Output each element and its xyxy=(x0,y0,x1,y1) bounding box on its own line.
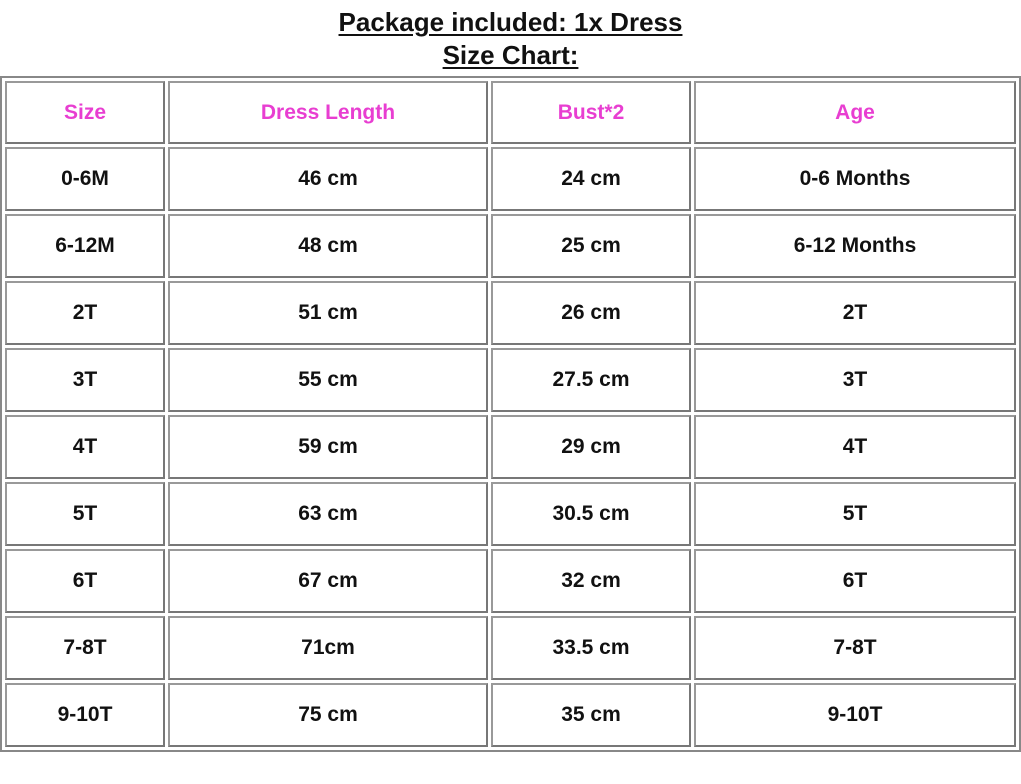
cell-age: 7-8T xyxy=(694,616,1016,680)
cell-dress-length: 71cm xyxy=(168,616,488,680)
cell-size: 7-8T xyxy=(5,616,165,680)
cell-dress-length: 46 cm xyxy=(168,147,488,211)
column-header-bust: Bust*2 xyxy=(491,81,691,144)
table-row xyxy=(5,549,1016,613)
table-row xyxy=(5,616,1016,680)
table-row xyxy=(5,683,1016,747)
size-chart-table xyxy=(0,76,1021,752)
cell-age: 2T xyxy=(694,281,1016,345)
table-row xyxy=(5,482,1016,546)
cell-bust: 30.5 cm xyxy=(491,482,691,546)
cell-size: 9-10T xyxy=(5,683,165,747)
column-header-dress-length: Dress Length xyxy=(168,81,488,144)
table-row xyxy=(5,147,1016,211)
cell-age: 0-6 Months xyxy=(694,147,1016,211)
column-header-size: Size xyxy=(5,81,165,144)
table-header-row xyxy=(5,81,1016,144)
cell-size: 6T xyxy=(5,549,165,613)
table-body xyxy=(5,147,1016,747)
cell-age: 3T xyxy=(694,348,1016,412)
cell-dress-length: 63 cm xyxy=(168,482,488,546)
cell-bust: 26 cm xyxy=(491,281,691,345)
cell-age: 5T xyxy=(694,482,1016,546)
cell-age: 6-12 Months xyxy=(694,214,1016,278)
cell-dress-length: 55 cm xyxy=(168,348,488,412)
column-header-age: Age xyxy=(694,81,1016,144)
package-title: Package included: 1x Dress xyxy=(338,7,683,37)
cell-age: 9-10T xyxy=(694,683,1016,747)
cell-size: 5T xyxy=(5,482,165,546)
cell-bust: 24 cm xyxy=(491,147,691,211)
cell-dress-length: 51 cm xyxy=(168,281,488,345)
cell-bust: 25 cm xyxy=(491,214,691,278)
table-row xyxy=(5,348,1016,412)
cell-dress-length: 59 cm xyxy=(168,415,488,479)
size-chart-title: Size Chart: xyxy=(442,40,579,70)
cell-bust: 33.5 cm xyxy=(491,616,691,680)
cell-bust: 29 cm xyxy=(491,415,691,479)
cell-bust: 32 cm xyxy=(491,549,691,613)
cell-size: 0-6M xyxy=(5,147,165,211)
table-row xyxy=(5,214,1016,278)
cell-size: 2T xyxy=(5,281,165,345)
cell-bust: 35 cm xyxy=(491,683,691,747)
cell-dress-length: 48 cm xyxy=(168,214,488,278)
table-row xyxy=(5,281,1016,345)
cell-age: 4T xyxy=(694,415,1016,479)
cell-dress-length: 75 cm xyxy=(168,683,488,747)
cell-size: 3T xyxy=(5,348,165,412)
cell-age: 6T xyxy=(694,549,1016,613)
cell-size: 4T xyxy=(5,415,165,479)
page-header xyxy=(0,0,1021,72)
cell-bust: 27.5 cm xyxy=(491,348,691,412)
cell-size: 6-12M xyxy=(5,214,165,278)
cell-dress-length: 67 cm xyxy=(168,549,488,613)
table-row xyxy=(5,415,1016,479)
